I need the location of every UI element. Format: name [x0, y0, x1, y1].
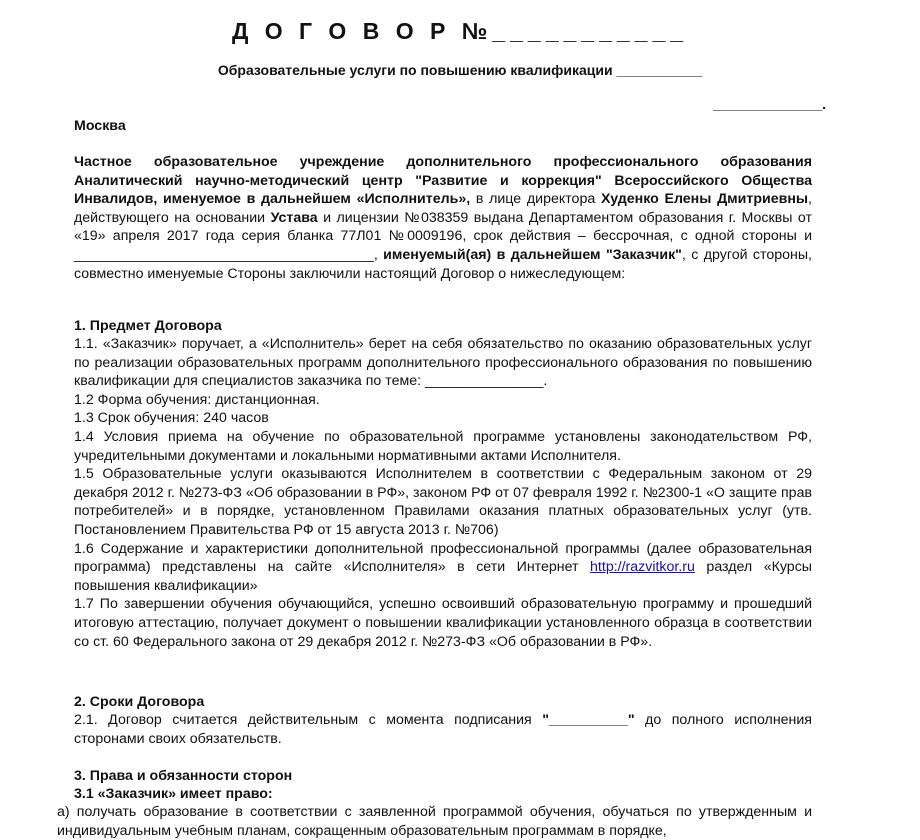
contract-date: ______________.	[713, 96, 826, 112]
clause-1-2: 1.2 Форма обучения: дистанционная.	[74, 391, 320, 408]
executor-name: Частное образовательное учреждение дополнительного профессионального образования Аналитический научно-методический центр "Развитие и коррекция" Всероссийского Общества Инвалидов, именуемое в дальнейшем «Исполнитель»,	[74, 154, 812, 208]
contract-city: Москва	[74, 118, 126, 134]
customer-designation: именуемый(ая) в дальнейшем "Заказчик"	[377, 246, 682, 263]
clause-3-1-heading: 3.1 «Заказчик» имеет право:	[74, 786, 273, 802]
signing-date-blank: "__________"	[542, 712, 635, 728]
section-1-heading: 1. Предмет Договора	[74, 318, 222, 334]
section-3-heading: 3. Права и обязанности сторон	[74, 768, 293, 784]
preamble-text-1: в лице директора	[470, 191, 601, 208]
contract-title: Д О Г О В О Р №___________	[231, 18, 689, 44]
clause-1-6	[74, 540, 812, 596]
clause-1-7: 1.7 По завершении обучения обучающийся, успешно освоивший образовательную программу и прошедший итоговую аттестацию, получает документ о повышении квалификации установленного образца в соответствии со ст. 60 Федерального закона от 29 декабря 2012 г. №273-ФЗ «Об образовании в РФ».	[74, 596, 812, 650]
charter-word: Устава	[270, 209, 318, 226]
website-link[interactable]: http://razvitkor.ru	[590, 559, 695, 576]
preamble-text-3: и лицензии №038359 выдана Департаментом образования г. Москвы от «19» апреля 2017 года серия бланка 77Л01 №0009196, срок действия – бессрочная, с одной стороны и ______________________________________,	[74, 209, 812, 263]
section-1-body	[74, 335, 812, 651]
preamble-text-4: , с другой стороны, совместно именуемые Стороны заключили настоящий Договор о нижеследующем:	[74, 246, 812, 282]
preamble-text-2: , действующего на основании	[74, 191, 812, 226]
clause-1-4: 1.4 Условия приема на обучение по образовательной программе установлены законодательством РФ, учредительными документами и локальными нормативными актами Исполнителя.	[74, 428, 812, 464]
section-2-heading: 2. Сроки Договора	[74, 694, 205, 710]
clause-1-1: 1.1. «Заказчик» поручает, а «Исполнитель» берет на себя обязательство по оказанию образовательных услуг по реализации образовательных программ дополнительного профессионального образования по повышению квалификации для специалистов заказчика по теме: _______________.	[74, 336, 812, 390]
clause-1-6-tail: раздел «Курсы повышения квалификации»	[74, 559, 812, 594]
clause-2-1-tail: до полного исполнения сторонами своих обязательств.	[74, 712, 812, 747]
clause-1-6-text: 1.6 Содержание и характеристики дополнительной профессиональной программы (далее образовательная программа) представлены на сайте «Исполнителя» в сети Интернет	[74, 540, 812, 576]
clause-2-1	[74, 711, 812, 748]
clause-3-1-a: а) получать образование в соответствии с заявленной программой обучения, обучаться по утвержденным и индивидуальным учебным планам, сокращенным образовательным программам в порядке,	[57, 804, 812, 839]
preamble-paragraph	[74, 153, 812, 283]
director-name: Худенко Елены Дмитриевны	[600, 191, 809, 208]
clause-1-5: 1.5 Образовательные услуги оказываются Исполнителем в соответствии с Федеральным законом от 29 декабря 2012 г. №273-ФЗ «Об образовании в РФ», законом РФ от 07 февраля 1992 г. №2300-1 «О защите прав потребителей» и в порядке, установленном Правилами оказания платных образовательных услуг (утв. Постановлением Правительства РФ от 15 августа 2013 г. №706)	[74, 466, 812, 538]
clause-2-1-text: 2.1. Договор считается действительным с момента подписания	[74, 712, 543, 728]
clause-1-3: 1.3 Срок обучения: 240 часов	[74, 410, 269, 427]
contract-subtitle: Образовательные услуги по повышению квалификации ___________	[217, 62, 703, 78]
